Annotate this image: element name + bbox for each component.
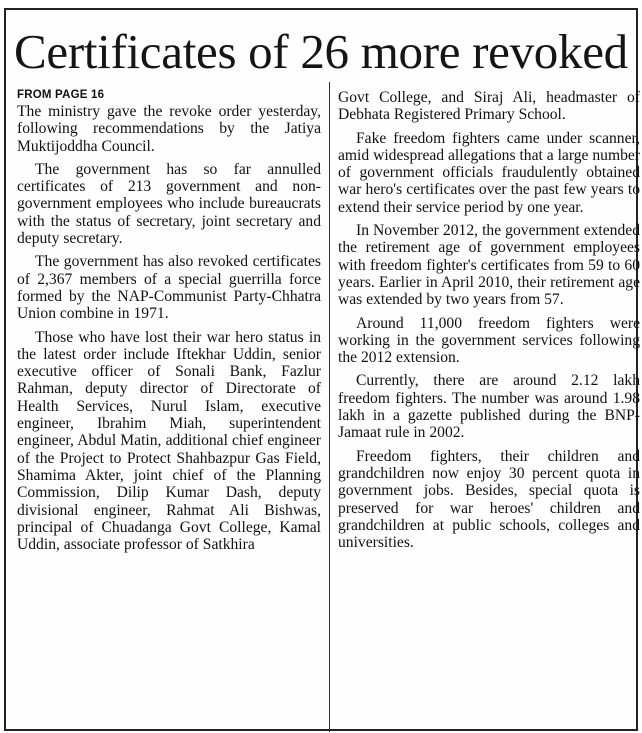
news-clipping xyxy=(4,8,638,731)
paragraph: The government has so far annulled certificates of 213 government and non-government employees who include bureaucrats with the status of secretary, joint secretary and deputy secretary. xyxy=(17,160,321,248)
paragraph: Fake freedom fighters came under scanner, amid widespread allegations that a large number of government officials fraudulently obtained war hero's certificates over the past few years to extend their service period by one year. xyxy=(338,129,640,216)
headline: Certificates of 26 more revoked xyxy=(14,24,628,79)
right-column xyxy=(338,89,640,557)
paragraph: Those who have lost their war hero status in the latest order include Iftekhar Uddin, senior executive officer of Sonali Bank, Fazlur Rahman, deputy director of Directorate of Health Services, Nurul Islam, executive engineer, Ibrahim Miah, superintendent engineer, Abdul Matin, additional chief engineer of the Project to Protect Shahbazpur Gas Field, Shamima Akter, joint chief of the Planning Commission, Dilip Kumar Dash, deputy divisional engineer, Rahmat Ali Bishwas, principal of Chuadanga Govt College, Kamal Uddin, associate professor of Satkhira xyxy=(17,328,321,554)
paragraph: Freedom fighters, their children and grandchildren now enjoy 30 percent quota in government jobs. Besides, special quota is preserved for war heroes' children and grandchildren at public schools, colleges and universities. xyxy=(338,447,640,552)
left-column xyxy=(17,88,321,559)
continued-from-label: FROM PAGE 16 xyxy=(17,89,105,101)
paragraph: Govt College, and Siraj Ali, headmaster of Debhata Registered Primary School. xyxy=(338,89,640,124)
paragraph: The ministry gave the revoke order yesterday, following recommendations by the Jatiya Muktijoddha Council. xyxy=(17,103,321,155)
paragraph: In November 2012, the government extended the retirement age of government employees with freedom fighter's certificates from 59 to 60 years. Earlier in April 2010, their retirement age was extended by two years from 57. xyxy=(338,222,640,309)
paragraph: The government has also revoked certificates of 2,367 members of a special guerrilla force formed by the NAP-Communist Party-Chhatra Union combine in 1971. xyxy=(17,253,321,323)
column-divider xyxy=(329,82,330,732)
paragraph: Currently, there are around 2.12 lakh freedom fighters. The number was around 1.98 lakh in a gazette published during the BNP-Jamaat rule in 2002. xyxy=(338,372,640,442)
paragraph: Around 11,000 freedom fighters were working in the government services following the 2012 extension. xyxy=(338,314,640,367)
